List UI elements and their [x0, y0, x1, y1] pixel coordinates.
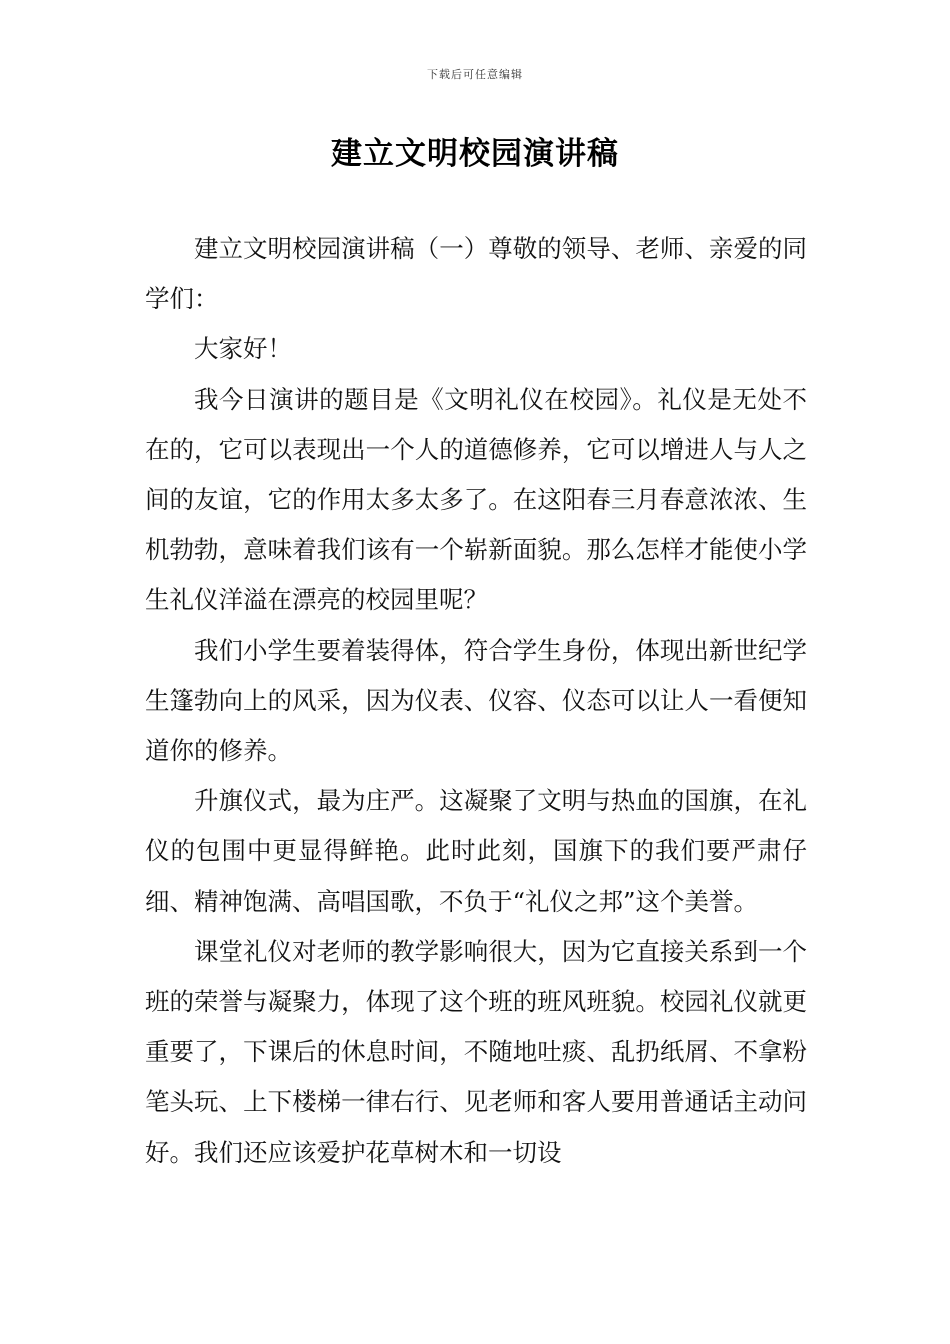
paragraph-greeting: 大家好！: [194, 334, 292, 364]
paragraph-classroom-etiquette: 课堂礼仪对老师的教学影响很大，因为它直接关系到一个班的荣誉与凝聚力，体现了这个班的班风班貌。校园礼仪就更重要了，下课后的休息时间，不随地吐痰、乱扔纸屑、不拿粉笔头玩、上下楼梯一律右行、见老师和客人要用普通话主动问好。我们还应该爱护花草树木和一切设: [145, 936, 807, 1167]
document-body: [145, 224, 807, 1178]
paragraph-dress: 我们小学生要着装得体，符合学生身份，体现出新世纪学生篷勃向上的风采，因为仪表、仪容、仪态可以让人一看便知道你的修养。: [145, 635, 807, 766]
header-note: 下载后可任意编辑: [427, 68, 523, 81]
paragraph-flag-ceremony: 升旗仪式，最为庄严。这凝聚了文明与热血的国旗，在礼仪的包围中更显得鲜艳。此时此刻，国旗下的我们要严肃仔细、精神饱满、高唱国歌，不负于“礼仪之邦”这个美誉。: [145, 786, 807, 916]
paragraph-topic: 我今日演讲的题目是《文明礼仪在校园》。礼仪是无处不在的，它可以表现出一个人的道德修养，它可以增进人与人之间的友谊，它的作用太多太多了。在这阳春三月春意浓浓、生机勃勃，意味着我们该有一个崭新面貌。那么怎样才能使小学生礼仪洋溢在漂亮的校园里呢？: [145, 384, 807, 615]
paragraph-salutation: 建立文明校园演讲稿（一）尊敬的领导、老师、亲爱的同学们：: [145, 234, 807, 314]
document-title: 建立文明校园演讲稿: [331, 136, 619, 172]
